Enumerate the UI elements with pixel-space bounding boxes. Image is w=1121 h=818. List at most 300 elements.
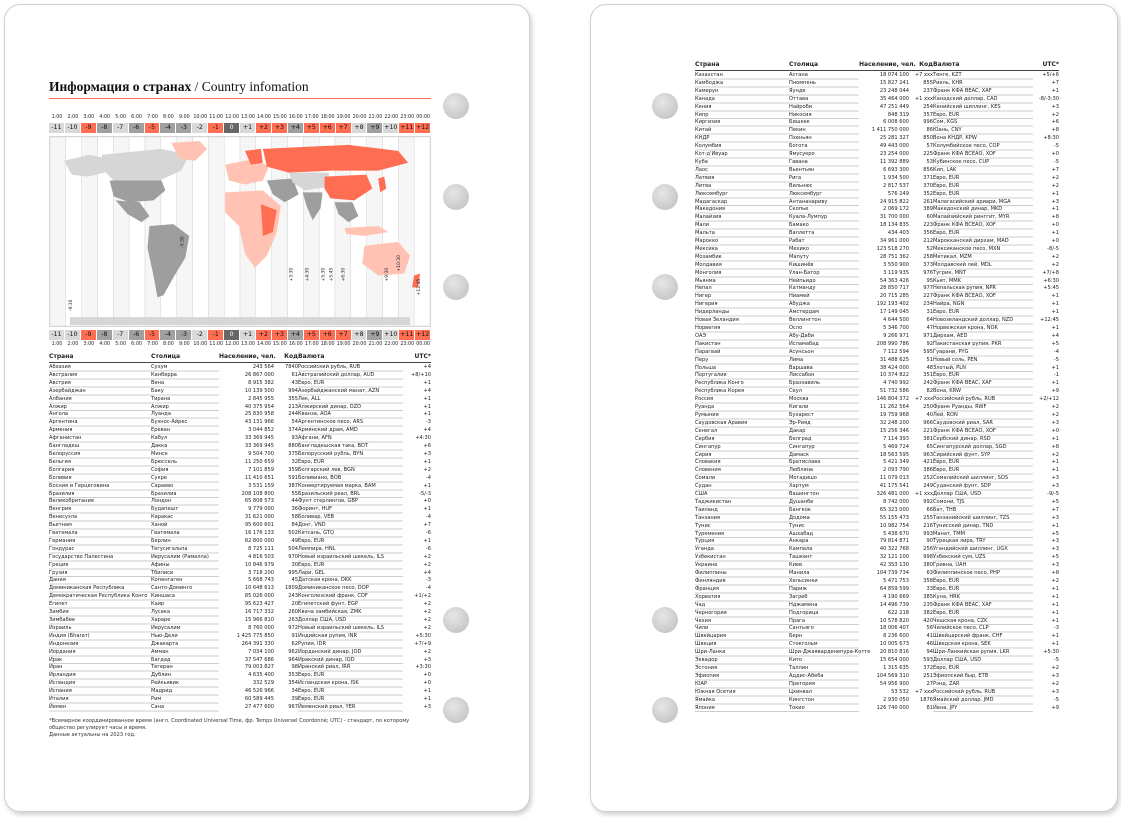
cell-population: 104 569 310 xyxy=(876,672,909,679)
cell-code: 358 xyxy=(923,578,933,584)
cell-country: Марокко xyxy=(695,238,789,246)
table-row xyxy=(49,404,431,412)
cell-population: 18 074 100 xyxy=(879,72,909,78)
cell-population: 8 760 000 xyxy=(248,624,274,631)
cell-currency: Франк КФА BCEAO, XOF xyxy=(933,428,1033,436)
tz-offset-cell: +6 xyxy=(320,330,336,340)
cell-country: Болгария xyxy=(49,467,151,475)
cell-code: 81 xyxy=(926,704,933,711)
cell-currency: Евро, EUR xyxy=(933,230,1033,238)
column-header-capital: Столица xyxy=(151,353,181,360)
cell-utc: -5 xyxy=(1053,657,1059,664)
table-row xyxy=(695,673,1059,681)
cell-country: Исландия xyxy=(49,680,151,688)
cell-country: Иран xyxy=(49,664,151,672)
cell-population: 33 369 945 xyxy=(244,435,274,442)
cell-country: Руанда xyxy=(695,404,789,412)
cell-capital: Никосия xyxy=(789,112,859,120)
time-label: 1:00 xyxy=(51,115,63,120)
tz-offset-bar-top xyxy=(49,123,431,133)
cell-country: Казахстан xyxy=(695,72,789,80)
cell-capital: Могадишо xyxy=(789,475,859,483)
cell-capital: Нейпьидо xyxy=(789,278,859,286)
cell-utc: +7 xyxy=(423,522,431,529)
cell-utc: -3 xyxy=(1053,625,1059,632)
cell-code: 381 xyxy=(923,435,933,442)
cell-capital: Копенгаген xyxy=(151,577,219,585)
table-row xyxy=(695,167,1059,175)
column-header-utc: UTC* xyxy=(414,353,431,360)
table-row xyxy=(49,577,431,585)
table-row xyxy=(695,309,1059,317)
cell-utc: -3 xyxy=(425,577,431,584)
cell-currency: Риель, KHR xyxy=(933,80,1033,88)
cell-currency: Фунт стерлингов, GBP xyxy=(298,498,403,506)
cell-country: Таджикистан xyxy=(695,499,789,507)
cell-code: 65 xyxy=(926,443,933,450)
time-label: 3:00 xyxy=(83,115,95,120)
table-row xyxy=(695,301,1059,309)
tz-offset-cell: -10 xyxy=(65,330,81,340)
cell-currency: Боливиано, BOB xyxy=(298,475,403,483)
table-row xyxy=(695,625,1059,633)
cell-utc: +2 xyxy=(1051,680,1059,687)
cell-country: Доминиканская Республика xyxy=(49,585,151,593)
cell-code: 260 xyxy=(288,609,298,616)
cell-population: 11 410 651 xyxy=(244,474,274,481)
cell-capital: Додома xyxy=(789,515,859,523)
cell-utc: +8/+10 xyxy=(411,371,431,378)
cell-country: Молдавия xyxy=(695,262,789,270)
cell-utc: +2 xyxy=(1051,111,1059,118)
cell-population: 42 353 130 xyxy=(879,562,909,569)
table-header xyxy=(695,60,1059,71)
land-antarctica xyxy=(70,317,410,325)
cell-capital: Амстердам xyxy=(789,309,859,317)
binder-hole-left-3 xyxy=(443,274,469,300)
table-row xyxy=(49,491,431,499)
table-row xyxy=(49,419,431,427)
cell-capital: Вильнюс xyxy=(789,183,859,191)
cell-code: 373 xyxy=(923,261,933,268)
time-label: 23:00 xyxy=(400,115,415,120)
cell-utc: +8 xyxy=(1051,127,1059,134)
table-row xyxy=(695,191,1059,199)
table-row xyxy=(695,428,1059,436)
cell-country: Австрия xyxy=(49,380,151,388)
cell-utc: +2 xyxy=(1051,451,1059,458)
cell-country: Уганда xyxy=(695,546,789,554)
cell-currency: Марокканский дирхам, MAD xyxy=(933,238,1033,246)
cell-population: 3 718 200 xyxy=(248,569,274,576)
cell-population: 25 281 327 xyxy=(879,135,909,142)
cell-population: 5 668 743 xyxy=(248,577,274,584)
table-row xyxy=(695,562,1059,570)
cell-code: 595 xyxy=(923,348,933,355)
cell-currency: Евро, EUR xyxy=(933,467,1033,475)
cell-capital: Стокгольм xyxy=(789,641,859,649)
cell-population: 11 079 013 xyxy=(879,475,909,482)
time-label: 16:00 xyxy=(288,115,303,120)
cell-population: 31 488 625 xyxy=(879,356,909,363)
cell-currency: Сомалийский шиллинг, SOS xyxy=(933,475,1033,483)
table-row xyxy=(49,633,431,641)
binder-hole-left-4 xyxy=(443,607,469,633)
cell-population: 264 391 330 xyxy=(241,640,274,647)
cell-population: 17 149 045 xyxy=(879,309,909,316)
cell-population: 192 193 402 xyxy=(876,301,909,308)
cell-utc: -4 xyxy=(1053,348,1059,355)
cell-currency: Аргентинское песо, ARS xyxy=(298,419,403,427)
cell-population: 1 315 635 xyxy=(883,664,909,671)
cell-code: 48 xyxy=(926,364,933,371)
cell-country: Россия xyxy=(695,396,789,404)
cell-code: 54 xyxy=(291,419,298,426)
cell-code: 212 xyxy=(923,238,933,245)
time-label: 22:00 xyxy=(384,342,399,347)
column-header-population: Население, чел. xyxy=(859,61,916,68)
cell-utc: +1 xyxy=(423,506,431,513)
cell-currency: Евро, EUR xyxy=(933,610,1033,618)
cell-currency: Тугрик, MNT xyxy=(933,270,1033,278)
cell-utc: +9 xyxy=(1051,388,1059,395)
cell-currency: Евро, EUR xyxy=(933,112,1033,120)
cell-utc: +2 xyxy=(1051,253,1059,260)
cell-code: 850 xyxy=(923,135,933,142)
cell-currency: Индийская рупия, INR xyxy=(298,633,403,641)
tz-offset-cell: -6 xyxy=(129,123,145,133)
cell-utc: +3 xyxy=(1051,483,1059,490)
cell-code: 95 xyxy=(926,277,933,284)
cell-utc: +1 xyxy=(1051,585,1059,592)
cell-utc: +3 xyxy=(1051,514,1059,521)
cell-capital: Душанбе xyxy=(789,499,859,507)
cell-population: 95 600 601 xyxy=(244,522,274,529)
table-row xyxy=(49,585,431,593)
cell-capital: Киншаса xyxy=(151,593,219,601)
cell-capital: Ниамей xyxy=(789,293,859,301)
cell-capital: Оттава xyxy=(789,96,859,104)
cell-currency: Евро, EUR xyxy=(298,696,403,704)
cell-utc: -5 xyxy=(1053,696,1059,703)
cell-capital: Мехико xyxy=(789,246,859,254)
cell-country: Сингапур xyxy=(695,444,789,452)
cell-code: 359 xyxy=(288,466,298,473)
cell-population: 8 236 600 xyxy=(883,633,909,640)
cell-utc: +1 xyxy=(423,379,431,386)
cell-capital: Мадрид xyxy=(151,688,219,696)
cell-currency: Евро, EUR xyxy=(933,459,1033,467)
cell-code: 45 xyxy=(291,577,298,584)
cell-code: 86 xyxy=(926,127,933,134)
cell-country: Камерун xyxy=(695,88,789,96)
table-row xyxy=(695,491,1059,499)
cell-population: 28 751 362 xyxy=(879,253,909,260)
column-header-capital: Столица xyxy=(789,61,819,68)
cell-currency: Сирийский фунт, SYP xyxy=(933,452,1033,460)
map-label-1030: +10:30 xyxy=(397,255,403,272)
cell-code: 992 xyxy=(923,498,933,505)
cell-capital: Тунис xyxy=(789,523,859,531)
cell-utc: +8 xyxy=(1051,443,1059,450)
tz-offset-cell: +2 xyxy=(256,330,272,340)
cell-country: Швеция xyxy=(695,641,789,649)
tz-offset-cell: -4 xyxy=(160,123,176,133)
cell-capital: Ашхабад xyxy=(789,531,859,539)
cell-utc: +0 xyxy=(423,672,431,679)
cell-country: Таиланд xyxy=(695,507,789,515)
cell-country: Хорватия xyxy=(695,594,789,602)
cell-population: 65 323 000 xyxy=(879,506,909,513)
time-labels-bottom xyxy=(49,342,431,347)
tz-offset-cell: -8 xyxy=(97,123,113,133)
cell-code: 58 xyxy=(291,514,298,521)
table-row xyxy=(49,625,431,633)
footnote-utc: *Всемирное координированное время (англ. Coordinated Universal Time, фр. Temps Universel Coordonné; UTC) - стандарт, по которому общество регулирует часы и время. xyxy=(49,718,410,731)
cell-country: Куба xyxy=(695,159,789,167)
cell-population: 47 251 449 xyxy=(879,103,909,110)
cell-code: 94 xyxy=(926,649,933,656)
cell-population: 15 654 000 xyxy=(879,657,909,664)
time-label: 20:00 xyxy=(352,115,367,120)
cell-currency: Евро, EUR xyxy=(933,175,1033,183)
cell-population: 16 717 332 xyxy=(244,609,274,616)
cell-capital: Варшава xyxy=(789,365,859,373)
tz-offset-cell: +4 xyxy=(288,330,304,340)
cell-code: 963 xyxy=(923,451,933,458)
cell-currency: Доллар США, USD xyxy=(933,491,1033,499)
cell-country: Боливия xyxy=(49,475,151,483)
table-row xyxy=(695,507,1059,515)
cell-utc: +4 xyxy=(1051,332,1059,339)
time-label: 11:00 xyxy=(209,342,224,347)
cell-currency: Евро, EUR xyxy=(933,665,1033,673)
time-label: 18:00 xyxy=(320,342,335,347)
cell-currency: Норвежская крона, NOK xyxy=(933,325,1033,333)
tz-offset-cell: +10 xyxy=(384,124,398,131)
cell-utc: +1 xyxy=(423,411,431,418)
cell-utc: +3 xyxy=(1051,538,1059,545)
tz-offset-cell: -8 xyxy=(97,330,113,340)
cell-utc: +1 xyxy=(1051,601,1059,608)
time-label: 1:00 xyxy=(51,342,63,347)
cell-capital: Ташкент xyxy=(789,554,859,562)
table-row xyxy=(695,657,1059,665)
cell-country: Шри-Ланка xyxy=(695,649,789,657)
cell-population: 9 779 000 xyxy=(248,506,274,513)
cell-currency: Евро, EUR xyxy=(298,672,403,680)
cell-code: 972 xyxy=(288,624,298,631)
cell-capital: Богота xyxy=(789,143,859,151)
cell-utc: +3 xyxy=(1051,688,1059,695)
cell-country: Чехия xyxy=(695,618,789,626)
cell-capital: Сухум xyxy=(151,364,219,372)
cell-currency: Молдавский лей, MDL xyxy=(933,262,1033,270)
cell-utc: +1 xyxy=(423,688,431,695)
cell-population: 126 740 000 xyxy=(876,704,909,711)
column-header-currency: Валюта xyxy=(933,61,960,68)
tz-offset-cell: -7 xyxy=(113,123,129,133)
cell-utc: +1 xyxy=(1051,617,1059,624)
cell-utc: +2 xyxy=(1051,174,1059,181)
cell-capital: Берлин xyxy=(151,538,219,546)
cell-currency: Новый израильский шекель, ILS xyxy=(298,625,403,633)
cell-utc: +1/+2 xyxy=(414,593,431,600)
cell-capital: София xyxy=(151,467,219,475)
cell-capital: Хельсинки xyxy=(789,578,859,586)
cell-currency: Алжирский динар, DZD xyxy=(298,404,403,412)
cell-country: Непал xyxy=(695,285,789,293)
cell-code: 977 xyxy=(923,285,933,292)
cell-country: Демократическая Республика Конго xyxy=(49,593,151,601)
cell-country: Сербия xyxy=(695,436,789,444)
cell-country: ЮАР xyxy=(695,681,789,689)
cell-currency: Узбекский сум, UZS xyxy=(933,554,1033,562)
cell-population: 208 990 786 xyxy=(876,340,909,347)
cell-currency: Армянский драм, AMD xyxy=(298,427,403,435)
cell-currency: Метикал, MZM xyxy=(933,254,1033,262)
time-label: 17:00 xyxy=(304,342,319,347)
cell-capital: Абу-Даби xyxy=(789,333,859,341)
cell-currency: Франк КФА BCEAO, XOF xyxy=(933,293,1033,301)
cell-currency: Кьят, MMK xyxy=(933,278,1033,286)
table-row xyxy=(695,459,1059,467)
cell-currency: Евро, EUR xyxy=(933,183,1033,191)
cell-country: Зимбабве xyxy=(49,617,151,625)
tz-offset-cell: -10 xyxy=(65,123,81,133)
cell-country: Туркмения xyxy=(695,531,789,539)
table-row xyxy=(49,609,431,617)
cell-currency: Египетский фунт, EGP xyxy=(298,601,403,609)
cell-code: 421 xyxy=(923,459,933,466)
map-label-330: +3:30 xyxy=(289,267,295,282)
table-row xyxy=(695,254,1059,262)
cell-currency: Сингапурский доллар, SGD xyxy=(933,444,1033,452)
cell-code: 57 xyxy=(926,143,933,150)
cell-currency: Злотый, PLN xyxy=(933,365,1033,373)
cell-country: Австралия xyxy=(49,372,151,380)
cell-code: 998 xyxy=(923,554,933,561)
cell-code: 371 xyxy=(923,174,933,181)
cell-capital: Берн xyxy=(789,633,859,641)
cell-population: 326 481 000 xyxy=(876,491,909,498)
cell-currency: Лек, ALL xyxy=(298,396,403,404)
cell-capital: Катманду xyxy=(789,285,859,293)
cell-utc: +2 xyxy=(423,624,431,631)
table-row xyxy=(695,278,1059,286)
table-row xyxy=(695,452,1059,460)
tz-offset-cell: 0 xyxy=(224,330,240,340)
cell-country: Монголия xyxy=(695,270,789,278)
cell-currency: Суданский фунт, SDP xyxy=(933,483,1033,491)
cell-country: Израиль xyxy=(49,625,151,633)
cell-currency: Дирхам, AED xyxy=(933,333,1033,341)
cell-population: 3 531 159 xyxy=(248,482,274,489)
table-row xyxy=(695,633,1059,641)
table-row xyxy=(695,594,1059,602)
cell-utc: +2 xyxy=(423,617,431,623)
cell-capital: Дакка xyxy=(151,443,219,451)
table-row xyxy=(49,688,431,696)
time-label: 2:00 xyxy=(67,115,79,120)
cell-currency: Евро, EUR xyxy=(933,191,1033,199)
cell-currency: Франк КФА BEAC, XAF xyxy=(933,88,1033,96)
binder-hole-right-3 xyxy=(652,274,678,300)
cell-capital: Афины xyxy=(151,562,219,570)
cell-population: 1 425 775 850 xyxy=(236,632,274,639)
cell-country: Бангладеш xyxy=(49,443,151,451)
table-row xyxy=(695,341,1059,349)
cell-utc: +5 xyxy=(1051,554,1059,561)
table-row xyxy=(695,214,1059,222)
cell-population: 34 961 000 xyxy=(879,238,909,245)
time-label: 7:00 xyxy=(147,342,158,347)
cell-currency: Российский рубль, RUB xyxy=(933,396,1033,404)
cell-utc: +1 xyxy=(1051,609,1059,616)
cell-capital: Шри-Джаяварденепура-Котте xyxy=(789,649,871,656)
cell-utc: -5 xyxy=(1053,143,1059,150)
table-row xyxy=(49,522,431,530)
footnote xyxy=(49,718,431,739)
time-label: 17:00 xyxy=(304,115,319,120)
cell-code: 351 xyxy=(923,372,933,379)
cell-utc: +2 xyxy=(423,648,431,655)
cell-utc: +1 xyxy=(423,403,431,410)
cell-utc: +3 xyxy=(423,450,431,457)
cell-population: 79 814 871 xyxy=(879,538,909,545)
tz-offset-cell: -9 xyxy=(81,123,97,133)
table-row xyxy=(695,112,1059,120)
cell-code: 976 xyxy=(923,269,933,276)
cell-currency: Пакистанская рупия, PKR xyxy=(933,341,1033,349)
table-row xyxy=(49,475,431,483)
cell-utc: +1 xyxy=(1051,301,1059,308)
table-row xyxy=(695,618,1059,626)
tz-offset-cell: -5 xyxy=(145,123,161,133)
cell-utc: +3 xyxy=(1051,198,1059,205)
cell-country: Венгрия xyxy=(49,506,151,514)
table-row xyxy=(695,444,1059,452)
cell-currency: Кип, LAK xyxy=(933,167,1033,175)
cell-population: 33 369 945 xyxy=(244,443,274,450)
cell-population: 65 808 573 xyxy=(244,498,274,505)
cell-capital: Бразилиа xyxy=(151,491,219,499)
cell-country: Словения xyxy=(695,467,789,475)
cell-currency: Сом, KGS xyxy=(933,119,1033,127)
cell-utc: +1 xyxy=(1051,380,1059,387)
table-row xyxy=(695,317,1059,325)
cell-currency: Новый соль, PEN xyxy=(933,357,1033,365)
table-row xyxy=(49,498,431,506)
cell-capital: Киев xyxy=(789,562,859,570)
cell-country: Йемен xyxy=(49,704,151,712)
time-label: 5:00 xyxy=(115,115,127,120)
map-label-430: +4:30 xyxy=(305,267,311,282)
cell-code: 227 xyxy=(923,293,933,300)
cell-country: Пакистан xyxy=(695,341,789,349)
cell-population: 49 443 000 xyxy=(879,143,909,150)
cell-currency: Доллар США, USD xyxy=(933,657,1033,665)
cell-utc: +1 xyxy=(1051,364,1059,371)
cell-capital: Тегеран xyxy=(151,664,219,672)
cell-utc: -1 xyxy=(1053,372,1059,379)
cell-capital: Хартум xyxy=(789,483,859,491)
cell-population: 53 532 xyxy=(891,688,909,695)
cell-code: 46 xyxy=(926,641,933,648)
cell-code: 249 xyxy=(923,483,933,490)
cell-utc: +7/+9 xyxy=(414,640,431,647)
cell-utc: +1 xyxy=(423,458,431,465)
